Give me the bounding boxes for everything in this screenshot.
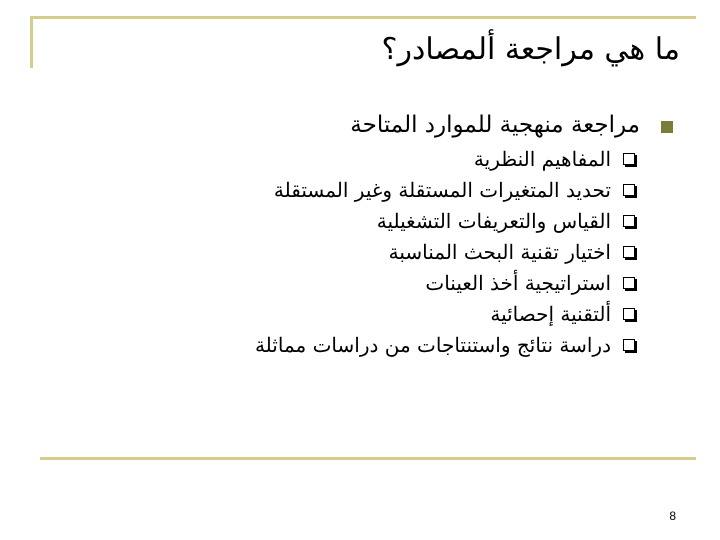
sub-points-list [75, 143, 635, 360]
shadowed-square-bullet-icon [623, 246, 635, 258]
page-number: 8 [669, 509, 676, 523]
list-item [75, 205, 635, 236]
sub-point-text: استراتيجية أخذ العينات [425, 270, 611, 295]
sub-point-text: المفاهيم النظرية [473, 146, 611, 171]
sub-point-text: تحديد المتغيرات المستقلة وغير المستقلة [273, 177, 611, 202]
footer-line [40, 457, 696, 460]
list-item [75, 174, 635, 205]
shadowed-square-bullet-icon [623, 339, 635, 351]
shadowed-square-bullet-icon [623, 308, 635, 320]
title-frame-left-line [30, 16, 33, 68]
shadowed-square-bullet-icon [623, 184, 635, 196]
slide-title: ما هي مراجعة ألمصادر؟ [381, 32, 680, 67]
sub-point-text: القياس والتعريفات التشغيلية [376, 208, 611, 233]
shadowed-square-bullet-icon [623, 277, 635, 289]
sub-point-text: دراسة نتائج واستنتاجات من دراسات مماثلة [254, 332, 611, 357]
list-item [75, 143, 635, 174]
shadowed-square-bullet-icon [623, 153, 635, 165]
list-item [75, 329, 635, 360]
sub-point-text: ألتقنية إحصائية [490, 301, 611, 326]
shadowed-square-bullet-icon [623, 215, 635, 227]
sub-point-text: اختيار تقنية البحث المناسبة [388, 239, 611, 264]
main-point: مراجعة منهجية للموارد المتاحة [350, 112, 640, 138]
list-item [75, 298, 635, 329]
title-frame-top-line [30, 16, 696, 19]
square-bullet-icon [661, 121, 673, 133]
list-item [75, 267, 635, 298]
list-item [75, 236, 635, 267]
